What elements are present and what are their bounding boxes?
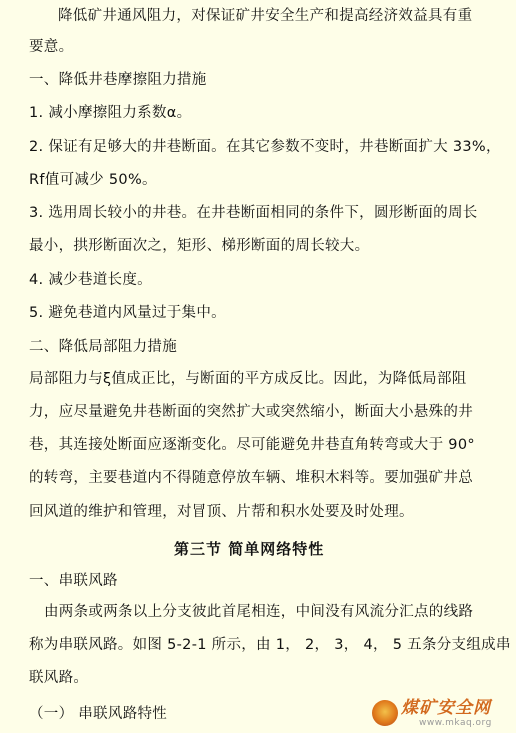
paragraph-line: Rf值可减少 50%。 bbox=[29, 172, 157, 188]
paragraph-line: 联风路。 bbox=[29, 670, 89, 686]
subsection-heading: （一） 串联风路特性 bbox=[29, 706, 168, 722]
paragraph-line: 巷，其连接处断面应逐渐变化。尽可能避免井巷直角转弯或大于 90° bbox=[29, 437, 475, 453]
paragraph-line: 回风道的维护和管理，对冒顶、片帮和积水处要及时处理。 bbox=[29, 504, 414, 520]
paragraph-line: 局部阻力与ξ值成正比，与断面的平方成反比。因此，为降低局部阻 bbox=[29, 371, 467, 387]
paragraph-line: 称为串联风路。如图 5-2-1 所示，由 1， 2， 3， 4， 5 五条分支组成串 bbox=[29, 637, 511, 653]
paragraph-line: 由两条或两条以上分支彼此首尾相连，中间没有风流分汇点的线路 bbox=[44, 604, 474, 620]
section-title: 第三节 简单网络特性 bbox=[174, 540, 325, 558]
paragraph-line: 的转弯，主要巷道内不得随意停放车辆、堆积木料等。要加强矿井总 bbox=[29, 470, 473, 486]
list-item: 2. 保证有足够大的井巷断面。在其它参数不变时，井巷断面扩大 33%， bbox=[29, 139, 501, 155]
paragraph-line: 力，应尽量避免井巷断面的突然扩大或突然缩小，断面大小悬殊的井 bbox=[29, 404, 473, 420]
list-item: 3. 选用周长较小的井巷。在井巷断面相同的条件下，圆形断面的周长 bbox=[29, 205, 478, 221]
watermark-brand: 煤矿安全网 bbox=[401, 698, 491, 718]
list-item: 1. 减小摩擦阻力系数α。 bbox=[29, 105, 192, 121]
paragraph-line: 最小，拱形断面次之，矩形、梯形断面的周长较大。 bbox=[29, 238, 370, 254]
list-item: 4. 减少巷道长度。 bbox=[29, 272, 152, 288]
section-heading: 二、降低局部阻力措施 bbox=[29, 339, 177, 355]
section-heading: 一、降低井巷摩擦阻力措施 bbox=[29, 72, 207, 88]
paragraph-line: 要意。 bbox=[29, 39, 74, 55]
paragraph-line: 降低矿井通风阻力，对保证矿井安全生产和提高经济效益具有重 bbox=[58, 8, 473, 24]
watermark-url: www.mkaq.org bbox=[419, 718, 492, 728]
watermark bbox=[372, 696, 512, 730]
list-item: 5. 避免巷道内风量过于集中。 bbox=[29, 305, 226, 321]
section-heading: 一、串联风路 bbox=[29, 573, 118, 589]
flame-logo-icon bbox=[372, 700, 398, 726]
